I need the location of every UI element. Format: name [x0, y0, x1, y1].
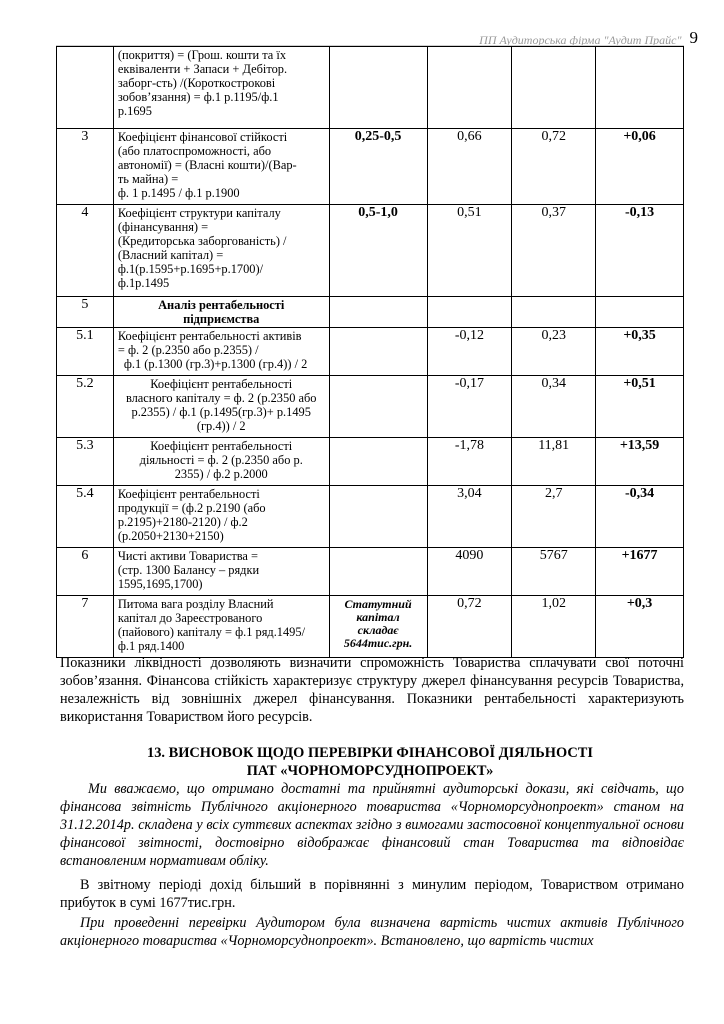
table-row — [57, 47, 684, 129]
row-value-prev: -0,17 — [427, 376, 512, 438]
financial-ratios-table — [56, 46, 684, 658]
row-value-prev: 3,04 — [427, 486, 512, 548]
row-change: -0,34 — [596, 486, 684, 548]
row-number: 5.4 — [57, 486, 114, 548]
row-description — [113, 438, 329, 486]
row-norm — [329, 438, 427, 486]
desc-line: автономії) = (Власні кошти)/(Вар- — [117, 158, 297, 172]
row-value-prev: -1,78 — [427, 438, 512, 486]
page-number: 9 — [689, 28, 698, 47]
desc-line: (Кредиторська заборгованість) / — [117, 234, 287, 248]
row-number: 3 — [57, 129, 114, 205]
row-value-curr: 0,72 — [512, 129, 596, 205]
desc-line: ф. 1 р.1495 / ф.1 р.1900 — [117, 186, 240, 200]
empty-cell — [512, 297, 596, 328]
desc-line: Питома вага розділу Власний — [117, 597, 274, 611]
paragraph-opinion: Ми вважаємо, що отримано достатні та прийнятні аудиторські докази, які свідчать, що фінансова звітність Публічного акціонерного товариства «Чорноморсуднопроект» станом на 31.12.2014р. складена у всіх суттєвих аспектах згідно з вимогами застосовної концептуальної основи фінансової звітності, достовірно відображає фінансовий стан Товариства та відповідає встановленим нормативам обліку. — [60, 781, 684, 869]
desc-line: Коефіцієнт рентабельності — [117, 487, 260, 501]
row-value-prev — [427, 47, 512, 129]
desc-line: ф.1 (р.1300 (гр.3)+р.1300 (гр.4)) / 2 — [123, 357, 308, 371]
row-value-curr: 5767 — [512, 548, 596, 596]
row-norm — [329, 486, 427, 548]
desc-line: капітал до Зареєстрованого — [117, 611, 263, 625]
row-description — [113, 47, 329, 129]
desc-line: (пайового) капіталу = ф.1 ряд.1495/ — [117, 625, 306, 639]
desc-line: (покриття) = (Грош. кошти та їх — [117, 48, 287, 62]
row-number: 4 — [57, 205, 114, 297]
row-number: 5.1 — [57, 328, 114, 376]
desc-line: еквіваленти + Запаси + Дебітор. — [117, 62, 288, 76]
row-norm — [329, 328, 427, 376]
desc-line: (Власний капітал) = — [117, 248, 224, 262]
desc-line: заборг-сть) /(Короткострокові — [117, 76, 276, 90]
row-norm — [329, 548, 427, 596]
row-number: 6 — [57, 548, 114, 596]
row-description — [113, 328, 329, 376]
paragraph-income: В звітному періоді дохід більший в порівнянні з минулим періодом, Товариством отримано прибуток в сумі 1677тис.грн. — [60, 877, 684, 911]
row-value-prev: 0,51 — [427, 205, 512, 297]
row-number: 5.3 — [57, 438, 114, 486]
desc-line: (стр. 1300 Балансу – рядки — [117, 563, 260, 577]
row-norm: 0,25-0,5 — [329, 129, 427, 205]
desc-line: власного капіталу = ф. 2 (р.2350 або — [125, 391, 317, 405]
row-value-curr: 1,02 — [512, 596, 596, 658]
row-change: +0,06 — [596, 129, 684, 205]
paragraph-net-assets: При проведенні перевірки Аудитором була визначена вартість чистих активів Публічного акціонерного товариства «Чорноморсуднопроект». Встановлено, що вартість чистих — [60, 915, 684, 949]
row-change: -0,13 — [596, 205, 684, 297]
desc-line: Коефіцієнт рентабельності — [150, 439, 293, 453]
desc-line: р.2195)+2180-2120) / ф.2 — [117, 515, 248, 529]
norm-line: капітал — [356, 610, 400, 624]
desc-line: продукції = (ф.2 р.2190 (або — [117, 501, 266, 515]
desc-line: 2355) / ф.2 р.2000 — [174, 467, 268, 481]
desc-line: (фінансування) = — [117, 220, 209, 234]
row-value-curr: 0,34 — [512, 376, 596, 438]
table-row — [57, 328, 684, 376]
table-row — [57, 438, 684, 486]
norm-line: Статутний — [344, 597, 412, 611]
norm-line: складає — [357, 623, 399, 637]
row-change: +0,3 — [596, 596, 684, 658]
row-description — [113, 129, 329, 205]
section-row — [57, 297, 684, 328]
row-value-prev: 0,66 — [427, 129, 512, 205]
row-norm: 0,5-1,0 — [329, 205, 427, 297]
desc-line: р.2355) / ф.1 (р.1495(гр.3)+ р.1495 — [131, 405, 311, 419]
desc-line: Коефіцієнт фінансової стійкості — [117, 130, 288, 144]
desc-line: ть майна) = — [117, 172, 179, 186]
row-norm — [329, 376, 427, 438]
desc-line: 1595,1695,1700) — [117, 577, 203, 591]
section-title-line: Аналіз рентабельності — [158, 298, 285, 312]
row-change: +1677 — [596, 548, 684, 596]
section-title — [113, 297, 329, 328]
desc-line: (або платоспроможності, або — [117, 144, 272, 158]
section-heading — [56, 744, 684, 780]
desc-line: Чисті активи Товариства = — [117, 549, 259, 563]
row-description — [113, 205, 329, 297]
row-value-prev: -0,12 — [427, 328, 512, 376]
row-description — [113, 486, 329, 548]
desc-line: зобов’язання) = ф.1 р.1195/ф.1 — [117, 90, 279, 104]
desc-line: = ф. 2 (р.2350 або р.2355) / — [117, 343, 259, 357]
row-description — [113, 376, 329, 438]
row-value-prev: 0,72 — [427, 596, 512, 658]
row-change — [596, 47, 684, 129]
table-row — [57, 486, 684, 548]
norm-line: 5644тис.грн. — [343, 636, 413, 650]
desc-line: (р.2050+2130+2150) — [117, 529, 224, 543]
paragraph-indicators: Показники ліквідності дозволяють визначити спроможність Товариства сплачувати свої поточні зобов’язання. Фінансова стійкість характеризує структуру джерел фінансування ресурсів Товариства, незалежність від зовнішніх джерел фінансування. Показники рентабельності характеризують використання Товариством його ресурсів. — [60, 655, 684, 725]
row-value-curr: 2,7 — [512, 486, 596, 548]
desc-line: діяльності = ф. 2 (р.2350 або р. — [139, 453, 303, 467]
empty-cell — [329, 297, 427, 328]
table-row — [57, 596, 684, 658]
desc-line: р.1695 — [117, 104, 152, 118]
heading-line-2: ПАТ «ЧОРНОМОРСУДНОПРОЕКТ» — [246, 763, 494, 779]
row-number: 7 — [57, 596, 114, 658]
table-row — [57, 129, 684, 205]
header-firm-name: ПП Аудиторська фірма "Аудит Прайс" — [479, 33, 682, 47]
empty-cell — [596, 297, 684, 328]
row-value-curr: 0,37 — [512, 205, 596, 297]
desc-line: Коефіцієнт рентабельності — [150, 377, 293, 391]
row-value-curr — [512, 47, 596, 129]
desc-line: ф.1(р.1595+р.1695+р.1700)/ — [117, 262, 264, 276]
row-value-prev: 4090 — [427, 548, 512, 596]
row-number — [57, 47, 114, 129]
desc-line: Коефіцієнт структури капіталу — [117, 206, 281, 220]
empty-cell — [427, 297, 512, 328]
section-number: 5 — [57, 297, 114, 328]
desc-line: ф.1 ряд.1400 — [117, 639, 185, 653]
heading-line-1: 13. ВИСНОВОК ЩОДО ПЕРЕВІРКИ ФІНАНСОВОЇ ДІЯЛЬНОСТІ — [147, 745, 593, 761]
desc-line: Коефіцієнт рентабельності активів — [117, 329, 302, 343]
row-value-curr: 0,23 — [512, 328, 596, 376]
section-title-line: підприємства — [183, 312, 260, 326]
row-change: +0,35 — [596, 328, 684, 376]
row-description — [113, 596, 329, 658]
row-description — [113, 548, 329, 596]
row-norm — [329, 596, 427, 658]
row-value-curr: 11,81 — [512, 438, 596, 486]
row-change: +13,59 — [596, 438, 684, 486]
table-row — [57, 376, 684, 438]
row-change: +0,51 — [596, 376, 684, 438]
row-number: 5.2 — [57, 376, 114, 438]
row-norm — [329, 47, 427, 129]
desc-line: ф.1р.1495 — [117, 276, 170, 290]
table-row — [57, 205, 684, 297]
table-row — [57, 548, 684, 596]
desc-line: (гр.4)) / 2 — [196, 419, 246, 433]
